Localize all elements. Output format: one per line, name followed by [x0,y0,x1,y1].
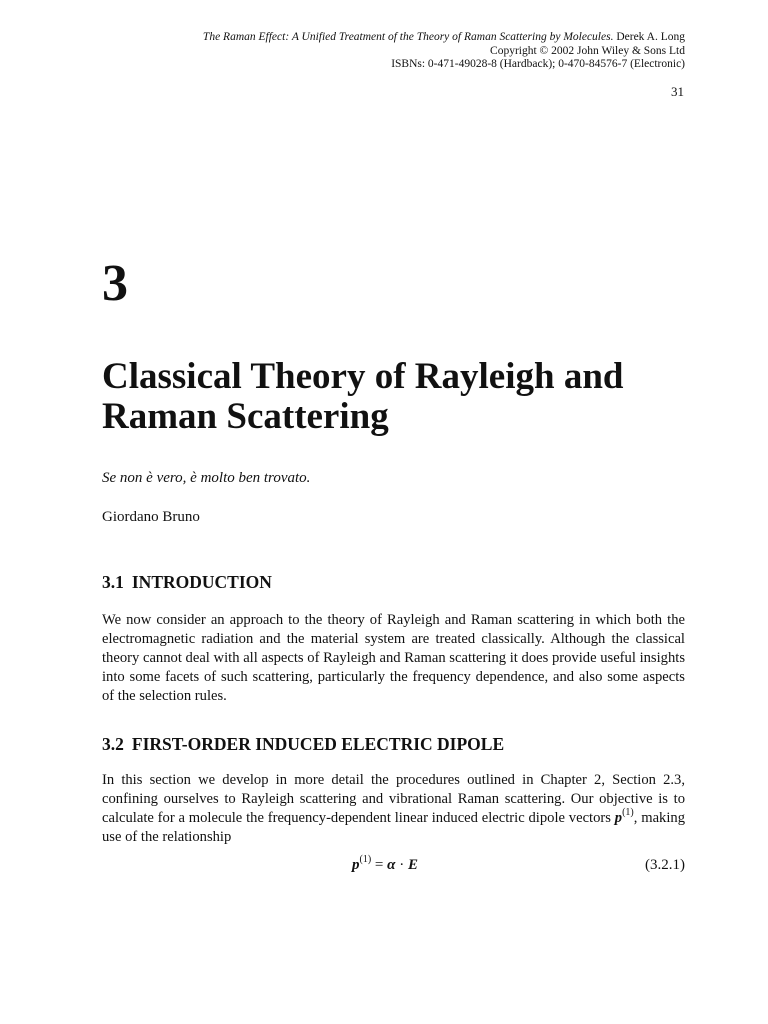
section-title: FIRST-ORDER INDUCED ELECTRIC DIPOLE [131,734,505,754]
section-heading-3-2 [102,734,504,755]
page-number: 31 [671,84,684,99]
section-number: 3.2 [102,734,124,754]
dipole-paragraph [102,771,685,847]
running-header [125,31,685,72]
dipole-order-superscript: (1) [622,807,634,818]
equation-dot: · [395,857,408,873]
equation-body [352,854,418,874]
equation-number: (3.2.1) [645,857,685,873]
chapter-title-line-1: Classical Theory of Rayleigh and [102,356,624,397]
isbn-line: ISBNs: 0-471-49028-8 (Hardback); 0-470-84576-7 (Electronic) [391,58,685,70]
equation-field: E [407,857,418,873]
introduction-paragraph: We now consider an approach to the theory of Rayleigh and Raman scattering in which both the electromagnetic radiation and the material system are treated classically. Although the classical theory cannot deal with all aspects of Rayleigh and Raman scattering it does provide useful insights into some facets of such scattering, particularly the frequency dependence, and also some aspects of the selection rules. [102,612,685,704]
book-title: The Raman Effect: A Unified Treatment of the Theory of Raman Scattering by Molecules. [202,31,614,43]
epigraph-author: Giordano Bruno [102,509,200,525]
header-citation-line [125,31,685,45]
chapter-title-line-2: Raman Scattering [102,396,389,437]
paragraph-text-tail: , making use of the relationship [102,810,685,845]
equation-lhs: p [352,857,360,873]
copyright-line: Copyright © 2002 John Wiley & Sons Ltd [490,44,685,57]
section-number: 3.1 [102,572,124,592]
equation-superscript: (1) [359,854,372,865]
epigraph: Se non è vero, è molto ben trovato. [102,470,311,486]
section-title: INTRODUCTION [131,572,272,592]
equation-alpha: α [387,857,396,873]
paragraph-text: In this section we develop in more detail the procedures outlined in Chapter 2, Section 2.3, confining ourselves to Rayleigh scattering and vibrational Raman scattering. Our objective is to calculate for a molecule the frequency-dependent linear induced electric dipole vectors [102,772,685,826]
book-author: Derek A. Long [616,31,685,43]
section-heading-3-1 [102,572,272,593]
chapter-number: 3 [102,255,128,312]
chapter-title [102,357,702,437]
equation-operator: = [371,857,388,873]
dipole-symbol: p [614,810,623,826]
equation-3-2-1 [102,854,685,879]
